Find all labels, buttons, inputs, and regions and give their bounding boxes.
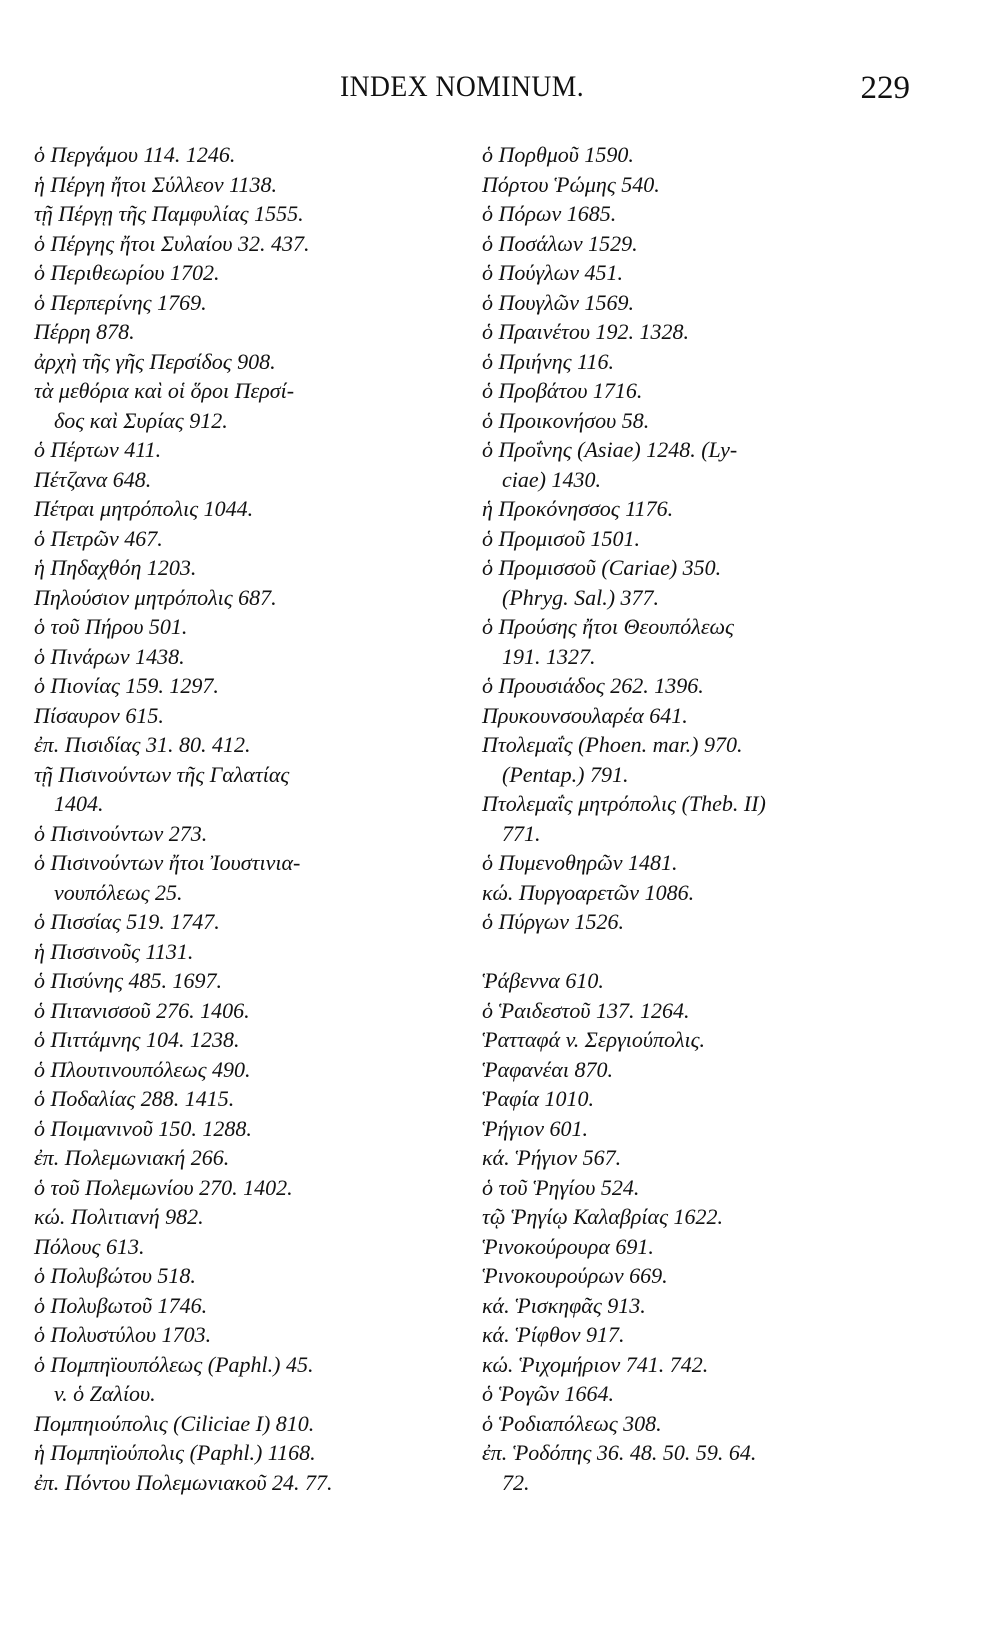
index-entry: Πόλους 613. xyxy=(34,1233,145,1259)
index-entry: ciae) 1430. xyxy=(502,466,601,492)
index-entry: ἡ Πομπηϊούπολις (Paphl.) 1168. xyxy=(34,1440,316,1465)
index-entry: κά. Ῥισκηφᾶς 913. xyxy=(482,1292,646,1318)
index-entry: τῇ Πισινούντων τῆς Γαλατίας xyxy=(34,761,290,787)
index-entry: 771. xyxy=(502,820,541,846)
index-entry: ὁ Περιθεωρίου 1702. xyxy=(34,260,220,285)
index-entry: ὁ Προμισσοῦ (Cariae) 350. xyxy=(482,555,722,580)
index-entry: ὁ τοῦ Πολεμωνίου 270. 1402. xyxy=(34,1174,293,1200)
index-entry: κά. Ῥήγιον 567. xyxy=(482,1145,622,1170)
index-entry: ὁ Πριήνης 116. xyxy=(482,348,614,374)
index-entry: Πέρρη 878. xyxy=(34,319,135,344)
index-entry: ἐπ. Πισιδίας 31. 80. 412. xyxy=(34,732,251,757)
index-entry: ὁ Πουγλῶν 1569. xyxy=(482,289,634,315)
index-entry: 72. xyxy=(502,1469,530,1495)
index-entry: νουπόλεως 25. xyxy=(54,879,183,905)
index-entry: ὁ Πόρων 1685. xyxy=(482,201,617,226)
index-entry: ὁ Πυμενοθηρῶν 1481. xyxy=(482,850,678,875)
index-entry: Πέτζανα 648. xyxy=(34,466,152,492)
index-entry: ὁ Περπερίνης 1769. xyxy=(34,289,207,315)
index-entry: κά. Ῥίφθον 917. xyxy=(482,1322,625,1347)
index-entry: ὁ Ποδαλίας 288. 1415. xyxy=(34,1086,235,1111)
index-entry: ἡ Πισσινοῦς 1131. xyxy=(34,938,194,964)
index-entry: ὁ Πέργης ἤτοι Συλαίου 32. 437. xyxy=(34,230,310,256)
index-entry: ὁ Πορθμοῦ 1590. xyxy=(482,142,634,167)
index-entry: ὁ Πιονίας 159. 1297. xyxy=(34,673,219,698)
index-entry: ὁ Πιττάμνης 104. 1238. xyxy=(34,1027,240,1052)
index-entry: Ῥινοκούρουρα 691. xyxy=(482,1233,654,1259)
index-entry: ὁ Προύσης ἤτοι Θεουπόλεως xyxy=(482,614,734,639)
index-entry: ὁ Πολυβωτοῦ 1746. xyxy=(34,1292,208,1318)
index-entry: (Pentap.) 791. xyxy=(502,761,629,787)
index-entry: Πόρτου Ῥώμης 540. xyxy=(482,171,660,197)
index-entry: ὁ Ῥαιδεστοῦ 137. 1264. xyxy=(482,997,690,1023)
index-entry: ἐπ. Πολεμωνιακή 266. xyxy=(34,1145,230,1170)
index-entry: ὁ τοῦ Πήρου 501. xyxy=(34,614,188,639)
index-entry: κώ. Πολιτιανή 982. xyxy=(34,1204,204,1229)
index-entry xyxy=(482,937,902,967)
index-entry: ὁ Προΐνης (Asiae) 1248. (Ly- xyxy=(482,437,738,462)
index-entry: κώ. Πυργοαρετῶν 1086. xyxy=(482,879,695,905)
index-entry: ὁ Πολυβώτου 518. xyxy=(34,1263,196,1288)
index-entry: Πτολεμαΐς (Phoen. mar.) 970. xyxy=(482,732,743,757)
index-entry: ὁ Περγάμου 114. 1246. xyxy=(34,142,236,167)
page-number: 229 xyxy=(860,70,910,106)
index-entry: Πίσαυρον 615. xyxy=(34,702,164,728)
index-entry: ὁ Πολυστύλου 1703. xyxy=(34,1322,212,1347)
index-entry: Πηλούσιον μητρόπολις 687. xyxy=(34,584,277,610)
running-head xyxy=(0,70,1000,118)
index-entry: ὁ Πισύνης 485. 1697. xyxy=(34,968,223,993)
index-entry: τῇ Πέργῃ τῆς Παμφυλίας 1555. xyxy=(34,201,304,226)
index-entry: κώ. Ῥιχομήριον 741. 742. xyxy=(482,1351,709,1377)
right-index-column xyxy=(482,140,902,1497)
index-entry: ὁ Προικονήσου 58. xyxy=(482,407,650,433)
index-entry: ὁ Πισσίας 519. 1747. xyxy=(34,909,220,934)
running-title: INDEX NOMINUM. xyxy=(340,70,585,103)
left-index-column xyxy=(34,140,454,1497)
index-entry: ὁ Πύργων 1526. xyxy=(482,909,625,934)
index-entry: ὁ Προυσιάδος 262. 1396. xyxy=(482,673,704,698)
index-entry: ὁ Πετρῶν 467. xyxy=(34,525,163,551)
index-entry: Πέτραι μητρόπολις 1044. xyxy=(34,496,254,521)
index-entry: Πομπηιούπολις (Ciliciae I) 810. xyxy=(34,1410,315,1436)
index-entry: Πρυκουνσουλαρέα 641. xyxy=(482,702,688,728)
index-entry: 191. 1327. xyxy=(502,643,596,669)
index-entry: Ῥάβεννα 610. xyxy=(482,968,604,993)
index-entry: ὁ Ῥογῶν 1664. xyxy=(482,1381,615,1406)
index-entry: ὁ Πομπηϊουπόλεως (Paphl.) 45. xyxy=(34,1351,314,1377)
index-entry: ἐπ. Πόντου Πολεμωνιακοῦ 24. 77. xyxy=(34,1469,333,1495)
index-entry: ἀρχὴ τῆς γῆς Περσίδος 908. xyxy=(34,348,276,374)
index-entry: Πτολεμαΐς μητρόπολις (Theb. II) xyxy=(482,791,766,816)
index-entry: ὁ Ποσάλων 1529. xyxy=(482,230,638,256)
index-entry: ἡ Πηδαχθόη 1203. xyxy=(34,555,197,580)
index-entry: ἐπ. Ῥοδόπης 36. 48. 50. 59. 64. xyxy=(482,1440,757,1465)
index-entry: Ῥινοκουρούρων 669. xyxy=(482,1263,668,1288)
index-entry: ὁ Πινάρων 1438. xyxy=(34,643,185,669)
index-entry: Ῥατταφά v. Σεργιούπολις. xyxy=(482,1027,706,1052)
index-entry: ὁ Πισινούντων 273. xyxy=(34,820,208,846)
index-entry: Ῥαφία 1010. xyxy=(482,1086,594,1111)
index-entry: ὁ Προμισοῦ 1501. xyxy=(482,525,641,551)
index-entry: (Phryg. Sal.) 377. xyxy=(502,584,660,610)
index-entry: v. ὁ Ζαλίου. xyxy=(54,1381,156,1406)
index-entry: ἡ Προκόνησσος 1176. xyxy=(482,496,674,521)
index-entry: ὁ Πούγλων 451. xyxy=(482,260,623,285)
index-entry: ὁ Ποιμανινοῦ 150. 1288. xyxy=(34,1115,252,1141)
index-entry: ὁ Πέρτων 411. xyxy=(34,437,162,462)
index-entry: ὁ Πιτανισσοῦ 276. 1406. xyxy=(34,997,250,1023)
index-entry: ὁ Πραινέτου 192. 1328. xyxy=(482,319,690,344)
index-entry: 1404. xyxy=(54,791,104,816)
index-entry: ἡ Πέργη ἤτοι Σύλλεον 1138. xyxy=(34,171,278,197)
index-entry: τῷ Ῥηγίῳ Καλαβρίας 1622. xyxy=(482,1204,723,1229)
index-entry: ὁ Ῥοδιαπόλεως 308. xyxy=(482,1410,662,1436)
index-entry: ὁ τοῦ Ῥηγίου 524. xyxy=(482,1174,640,1200)
index-entry: Ῥαφανέαι 870. xyxy=(482,1056,613,1082)
index-entry: ὁ Πισινούντων ἤτοι Ἰουστινια- xyxy=(34,850,301,875)
index-entry: Ῥήγιον 601. xyxy=(482,1115,589,1141)
index-entry: τὰ μεθόρια καὶ οἱ ὅροι Περσί- xyxy=(34,378,295,403)
index-entry: ὁ Προβάτου 1716. xyxy=(482,378,643,403)
index-entry: ὁ Πλουτινουπόλεως 490. xyxy=(34,1056,251,1082)
index-entry: δος καὶ Συρίας 912. xyxy=(54,407,228,433)
